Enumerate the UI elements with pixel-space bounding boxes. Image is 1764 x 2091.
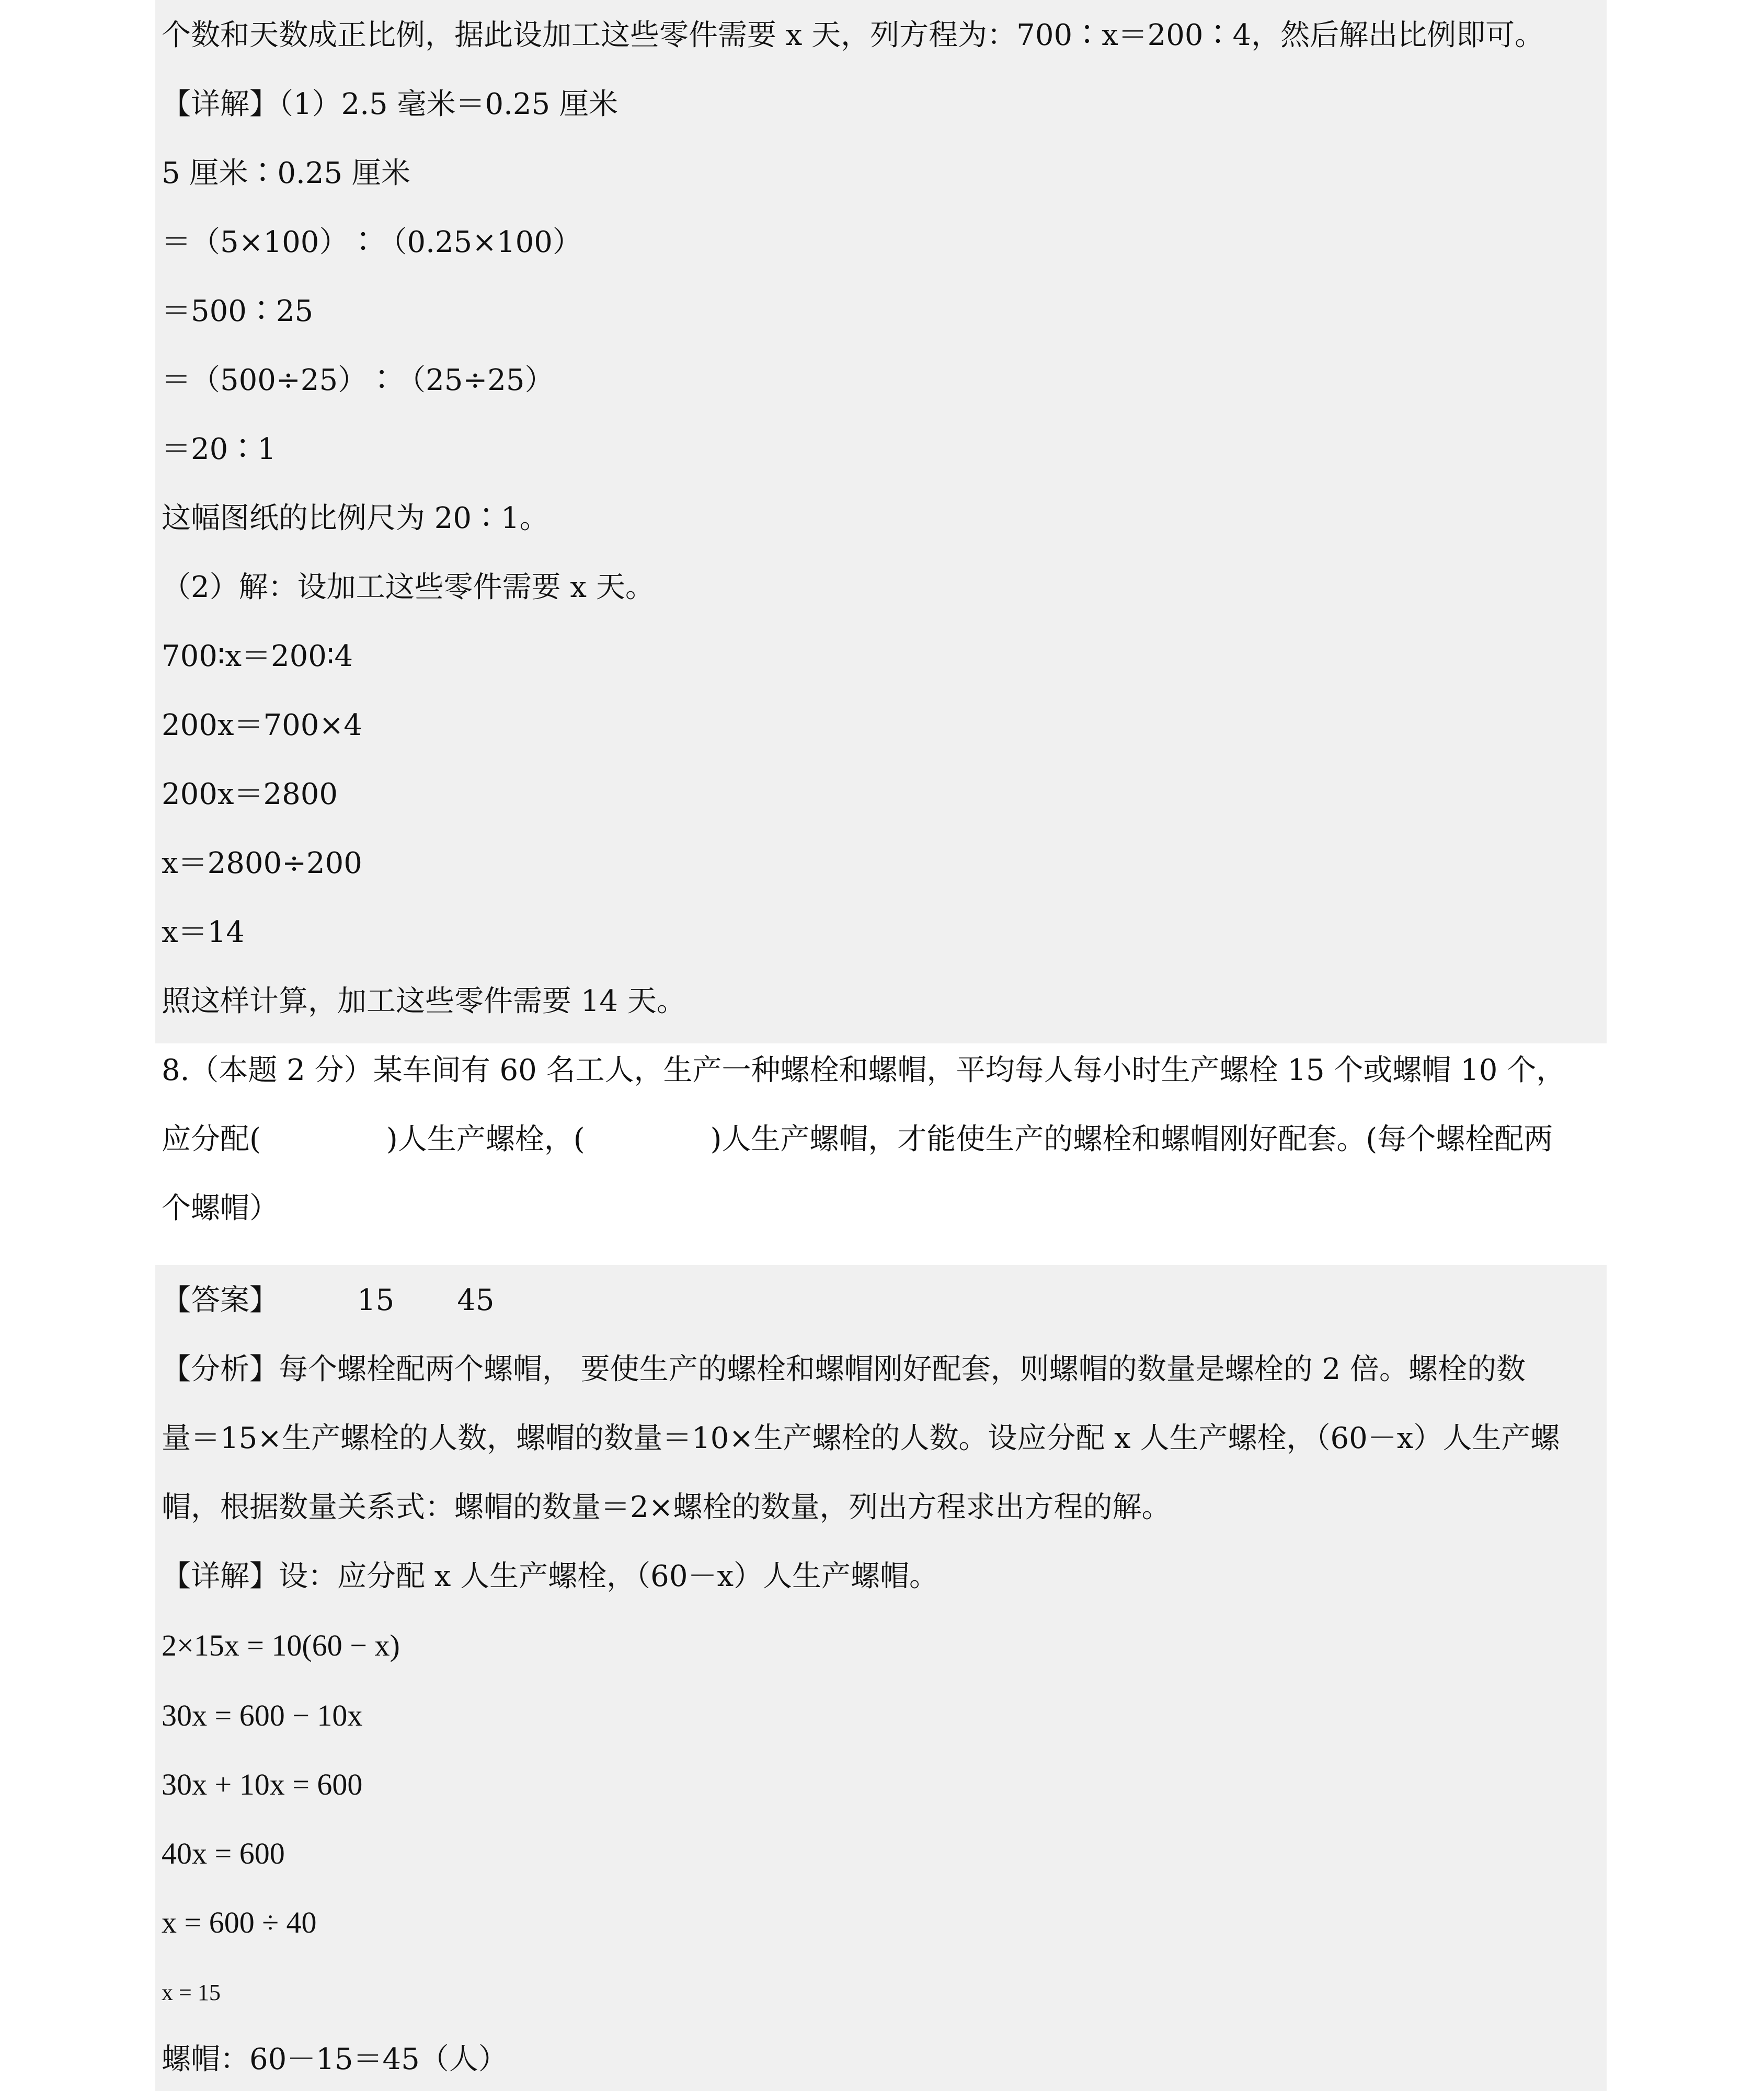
text-line: 5 厘米∶0.25 厘米	[162, 156, 410, 190]
equation-line: x = 600 ÷ 40	[162, 1905, 317, 1939]
analysis-line: 量＝15×生产螺栓的人数，螺帽的数量＝10×生产螺栓的人数。设应分配 x 人生产螺栓，（60－x）人生产螺	[162, 1421, 1560, 1455]
text-line: 【详解】（1）2.5 毫米＝0.25 厘米	[162, 87, 618, 121]
solution-block-q7	[155, 0, 1607, 1043]
text-line: 200x＝2800	[162, 777, 338, 811]
answer-value: 45	[457, 1283, 495, 1317]
equation-line: 40x = 600	[162, 1836, 285, 1870]
analysis-line: 帽，根据数量关系式：螺帽的数量＝2×螺栓的数量，列出方程求出方程的解。	[162, 1490, 1171, 1524]
text-line: x＝2800÷200	[162, 846, 362, 880]
text-line: 这幅图纸的比例尺为 20∶1。	[162, 501, 549, 535]
question-8	[155, 1043, 1607, 1265]
equation-line: 2×15x = 10(60 − x)	[162, 1628, 400, 1662]
answer-label: 【答案】	[162, 1283, 279, 1317]
text-line: x＝14	[162, 915, 245, 949]
text-line: ＝20∶1	[162, 432, 276, 466]
text-line: ＝（5×100）∶（0.25×100）	[162, 225, 582, 259]
question-text-part: )人生产螺帽，才能使生产的螺栓和螺帽刚好配套。(每个螺栓配两	[710, 1122, 1553, 1156]
question-text-part: )人生产螺栓，(	[386, 1122, 585, 1156]
answer-line	[162, 1282, 495, 1319]
question-text	[162, 1121, 1553, 1158]
analysis-line: 【分析】每个螺栓配两个螺帽， 要使生产的螺栓和螺帽刚好配套，则螺帽的数量是螺栓的 2 倍。螺栓的数	[162, 1352, 1526, 1386]
question-text: 8.（本题 2 分）某车间有 60 名工人，生产一种螺栓和螺帽，平均每人每小时生产螺栓 15 个或螺帽 10 个，	[162, 1053, 1566, 1087]
detail-line: 【详解】设：应分配 x 人生产螺栓，（60－x）人生产螺帽。	[162, 1559, 939, 1593]
final-line: 螺帽：60－15＝45（人）	[162, 2042, 508, 2076]
equation-line: 30x + 10x = 600	[162, 1767, 363, 1801]
question-text-part: 应分配(	[162, 1122, 261, 1156]
solution-block-q8	[155, 1265, 1607, 2091]
text-line: 700∶x＝200∶4	[162, 639, 353, 673]
text-line: ＝（500÷25）∶（25÷25）	[162, 363, 554, 397]
text-line: ＝500∶25	[162, 294, 314, 328]
text-line: 照这样计算，加工这些零件需要 14 天。	[162, 984, 686, 1018]
text-line: （2）解：设加工这些零件需要 x 天。	[162, 570, 655, 604]
equation-line: 30x = 600 − 10x	[162, 1698, 363, 1732]
text-line: 个数和天数成正比例，据此设加工这些零件需要 x 天，列方程为：700∶x＝200∶4，然后解出比例即可。	[162, 18, 1544, 52]
equation-line: x = 15	[162, 1980, 221, 2005]
text-line: 200x＝700×4	[162, 708, 362, 742]
question-text: 个螺帽）	[162, 1191, 279, 1225]
answer-value: 15	[357, 1283, 395, 1317]
